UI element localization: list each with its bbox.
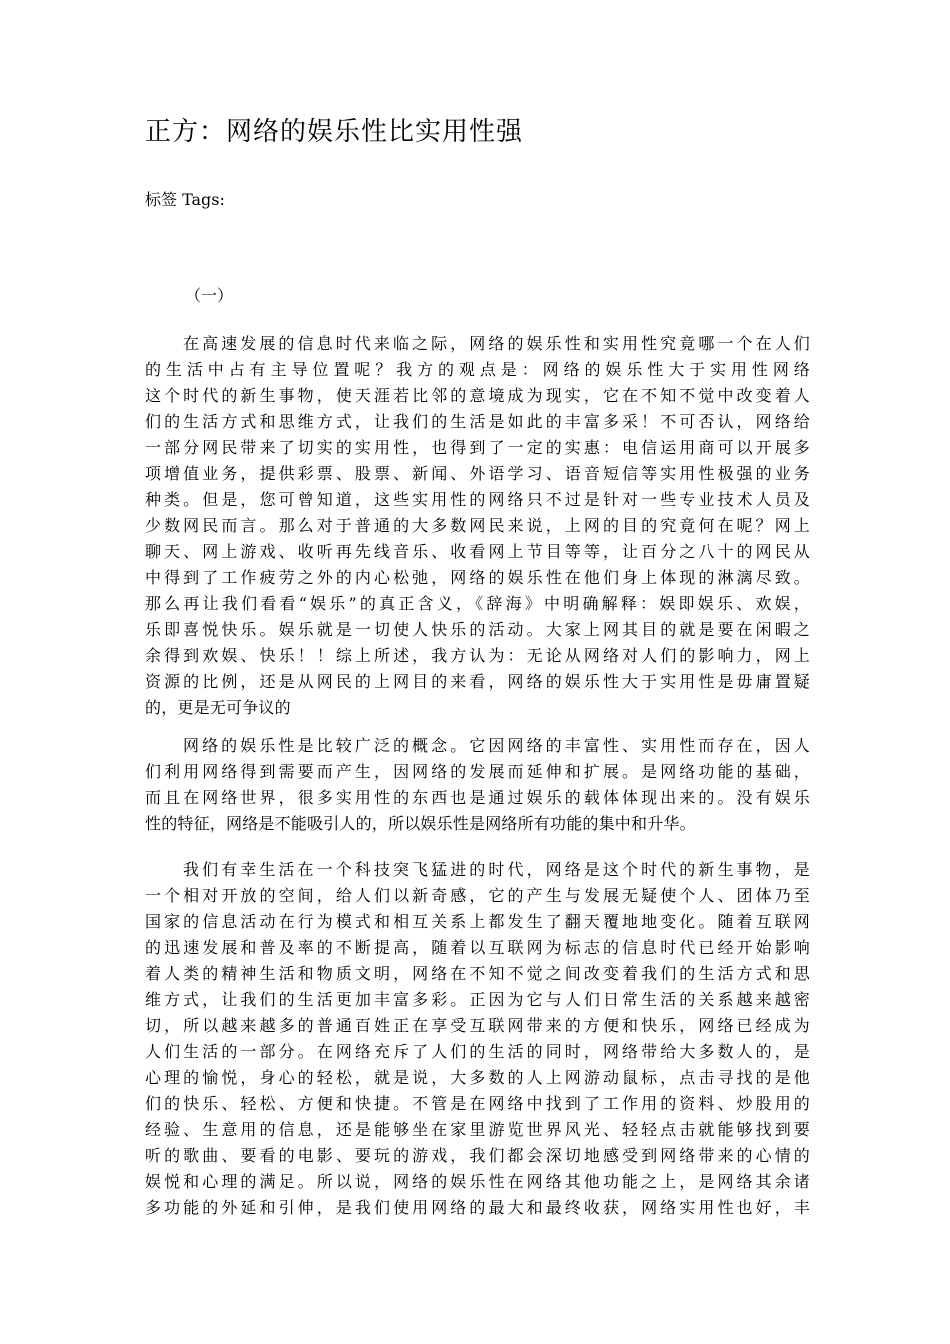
- paragraph-line: 娱悦和心理的满足。所以说，网络的娱乐性在网络其他功能之上，是网络其余诸: [145, 1172, 810, 1191]
- paragraph-line: 这个时代的新生事物，使天涯若比邻的意境成为现实，它在不知不觉中改变着人: [145, 386, 810, 405]
- paragraph-line: 资源的比例，还是从网民的上网目的来看，网络的娱乐性大于实用性是毋庸置疑: [145, 672, 810, 691]
- paragraph-line: 一个相对开放的空间，给人们以新奇感，它的产生与发展无疑使个人、团体乃至: [145, 886, 810, 905]
- paragraph-line: 项增值业务，提供彩票、股票、新闻、外语学习、语音短信等实用性极强的业务: [145, 464, 810, 483]
- paragraph-line: 切，所以越来越多的普通百姓正在享受互联网带来的方便和快乐，网络已经成为: [145, 1016, 810, 1035]
- section-marker: （一）: [185, 286, 234, 305]
- paragraph-line: 乐即喜悦快乐。娱乐就是一切使人快乐的活动。大家上网其目的就是要在闲暇之: [145, 620, 810, 639]
- paragraph-line: 中得到了工作疲劳之外的内心松弛，网络的娱乐性在他们身上体现的淋漓尽致。: [145, 568, 810, 587]
- paragraph-line: 网络的娱乐性是比较广泛的概念。它因网络的丰富性、实用性而存在，因人: [183, 736, 810, 755]
- paragraph-line: 的迅速发展和普及率的不断提高，随着以互联网为标志的信息时代已经开始影响: [145, 938, 810, 957]
- paragraph-line: 的，更是无可争议的: [145, 698, 291, 717]
- paragraph-line: 的生活中占有主导位置呢？我方的观点是：网络的娱乐性大于实用性网络: [145, 360, 810, 379]
- paragraph-line: 在高速发展的信息时代来临之际，网络的娱乐性和实用性究竟哪一个在人们: [183, 334, 810, 353]
- paragraph-line: 听的歌曲、要看的电影、要玩的游戏，我们都会深切地感受到网络带来的心情的: [145, 1146, 810, 1165]
- paragraph-1: [145, 331, 810, 721]
- paragraph-3: [145, 857, 810, 1221]
- paragraph-line: 们的快乐、轻松、方便和快捷。不管是在网络中找到了工作用的资料、炒股用的: [145, 1094, 810, 1113]
- paragraph-line: 经验、生意用的信息，还是能够坐在家里游览世界风光、轻轻点击就能够找到要: [145, 1120, 810, 1139]
- paragraph-line: 而且在网络世界，很多实用性的东西也是通过娱乐的载体体现出来的。没有娱乐: [145, 788, 810, 807]
- paragraph-line: 着人类的精神生活和物质文明，网络在不知不觉之间改变着我们的生活方式和思: [145, 964, 810, 983]
- paragraph-line: 们的生活方式和思维方式，让我们的生活是如此的丰富多采！不可否认，网络给: [145, 412, 810, 431]
- paragraph-line: 聊天、网上游戏、收听再先线音乐、收看网上节目等等，让百分之八十的网民从: [145, 542, 810, 561]
- paragraph-line: 那么再让我们看看“娱乐”的真正含义，《辞海》中明确解释：娱即娱乐、欢娱，: [145, 594, 810, 613]
- paragraph-line: 种类。但是，您可曾知道，这些实用性的网络只不过是针对一些专业技术人员及: [145, 490, 810, 509]
- paragraph-line: 国家的信息活动在行为模式和相互关系上都发生了翻天覆地地变化。随着互联网: [145, 912, 810, 931]
- paragraph-line: 我们有幸生活在一个科技突飞猛进的时代，网络是这个时代的新生事物，是: [183, 860, 810, 879]
- paragraph-line: 少数网民而言。那么对于普通的大多数网民来说，上网的目的究竟何在呢？网上: [145, 516, 810, 535]
- paragraph-line: 人们生活的一部分。在网络充斥了人们的生活的同时，网络带给大多数人的，是: [145, 1042, 810, 1061]
- paragraph-line: 多功能的外延和引伸，是我们使用网络的最大和最终收获，网络实用性也好，丰: [145, 1198, 810, 1217]
- paragraph-2: [145, 733, 810, 837]
- paragraph-line: 维方式，让我们的生活更加丰富多彩。正因为它与人们日常生活的关系越来越密: [145, 990, 810, 1009]
- paragraph-line: 心理的愉悦，身心的轻松，就是说，大多数的人上网游动鼠标，点击寻找的是他: [145, 1068, 810, 1087]
- paragraph-line: 性的特征，网络是不能吸引人的，所以娱乐性是网络所有功能的集中和升华。: [145, 814, 696, 833]
- paragraph-line: 余得到欢娱、快乐！！综上所述，我方认为：无论从网络对人们的影响力，网上: [145, 646, 810, 665]
- paragraph-line: 一部分网民带来了切实的实用性，也得到了一定的实惠：电信运用商可以开展多: [145, 438, 810, 457]
- tags-label: 标签 Tags:: [145, 190, 225, 209]
- document-title: 正方：网络的娱乐性比实用性强: [145, 117, 524, 147]
- paragraph-line: 们利用网络得到需要而产生，因网络的发展而延伸和扩展。是网络功能的基础，: [145, 762, 810, 781]
